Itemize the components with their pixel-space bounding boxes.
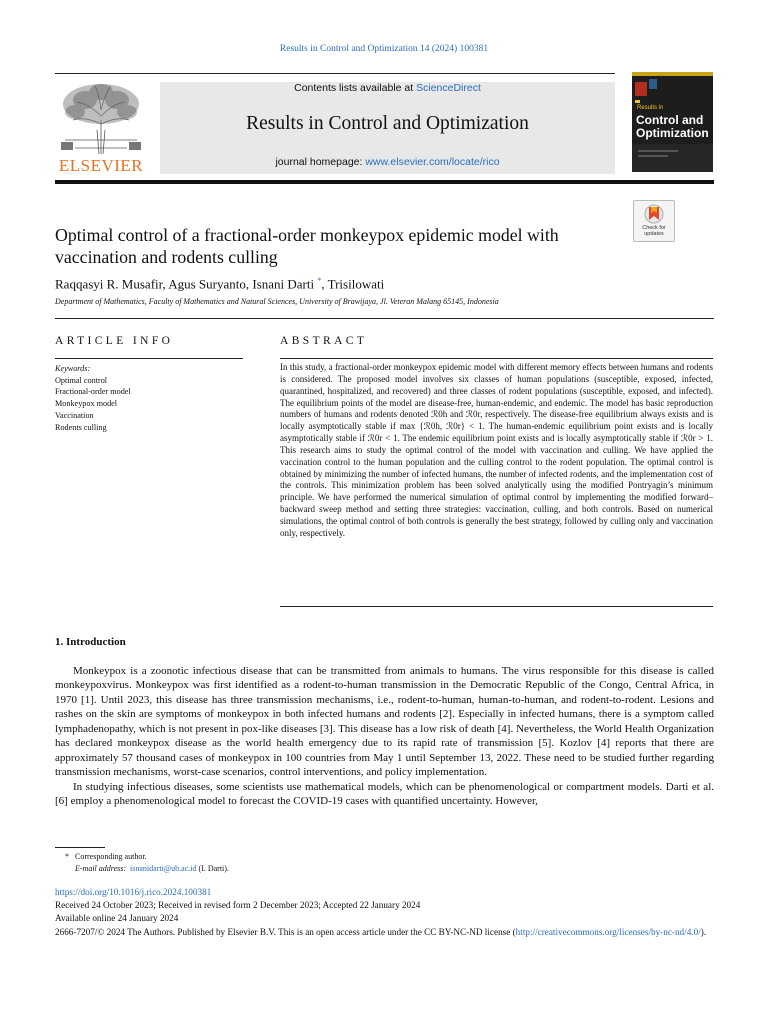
corresponding-author-mark[interactable]: * xyxy=(317,276,322,285)
cover-small-text: Results in xyxy=(637,105,664,111)
affiliation-rule xyxy=(55,318,714,319)
abstract-bottom-rule xyxy=(280,606,713,607)
license-end: ). xyxy=(700,926,707,937)
journal-homepage-line xyxy=(160,156,615,168)
footnote-email xyxy=(55,863,229,875)
keyword-item: Optimal control xyxy=(55,375,108,385)
footnote-rule xyxy=(55,847,105,848)
abstract-rule xyxy=(280,358,713,359)
email-label: E-mail address: xyxy=(75,864,127,873)
journal-name: Results in Control and Optimization xyxy=(246,113,529,134)
cover-title-line-1: Control and xyxy=(636,113,704,127)
journal-citation[interactable]: Results in Control and Optimization 14 (2024) 100381 xyxy=(279,44,489,54)
authors-first: Raqqasyi R. Musafir, Agus Suryanto, Isnani Darti xyxy=(55,276,318,292)
footnote-mark: * xyxy=(65,852,69,861)
corresponding-label: Corresponding author. xyxy=(75,852,147,861)
header-top-rule xyxy=(55,73,615,74)
sciencedirect-link[interactable]: ScienceDirect xyxy=(416,82,481,94)
keyword-item: Rodents culling xyxy=(55,422,107,432)
intro-paragraph: Monkeypox is a zoonotic infectious disease that can be transmitted from animals to humans. The virus responsible for this disease is called monkeypoxvirus. Monkeypox was first identified as a rodent-to-human transmission in the Democratic Republic of the Congo, Central Africa, in 1970 [1]. Until 2023, this disease has three transmission mechanisms, i.e., rodent-to-human, human-to-human, and rodent-to-rodent. Lesions and rashes on the skin are symptoms of monkeypox in both infected humans and rodents [2]. Especially in infected humans, there is a symptom called lymphadenopathy, which is not present in pox-like diseases [3]. This disease has a low risk of death [4]. Nevertheless, the World Health Organization has declared monkeypox disease as the world health emergency due to its rapid rate of transmission [5]. Kozlov [4] reports that there are approximately 57 thousand cases of monkeypox in 100 countries from May 1 until September 13, 2022. These need to be studied further regarding transmission mechanisms, worst-case scenarios, control interventions, and policy implementation. xyxy=(55,665,714,779)
article-info-rule xyxy=(55,358,243,359)
received-dates: Received 24 October 2023; Received in revised form 2 December 2023; Accepted 22 January 2024 xyxy=(55,900,421,911)
journal-cover-thumbnail[interactable] xyxy=(632,72,713,172)
abstract-text: In this study, a fractional-order monkeypox epidemic model with different memory effects between humans and rodents is considered. The proposed model involves six classes of human populations (susceptible, exposed, infected, quarantined, hospitalized, and recovered) and three classes of rodent populations (susceptible, exposed, and infected). The equilibrium points of the model are disease-free, human-endemic, and endemic. The model has basic reproduction numbers of humans and rodents denoted ℛ0h and ℛ0r, respectively. The disease-free equilibrium always exists and is locally asymptotically stable if max {ℛ0h, ℛ0r} < 1. The human-endemic equilibrium point exists and is locally asymptotically stable if ℛ0r < 1. The endemic equilibrium point exists and is locally asymptotically stable if ℛ0r > 1. This research aims to study the optimal control of the model with vaccination and culling. We have applied the vaccination control to the human population and the culling control to the rodent population. The optimal control is obtained by minimizing the number of infected humans, the number of infected rodents, and the implementation cost of the controls. This minimization problem has been solved analytically using the modified Pontryagin’s minimum principle. We have performed the numerical simulation of optimal control by implementing the modified forward–backward sweep method and setting three strategies: vaccination, culling, and both controls. Based on numerical simulations, the optimal control of both controls is generally the best strategy, followed by culling only and vaccination only, respectively. xyxy=(280,362,713,538)
affiliation: Department of Mathematics, Faculty of Mathematics and Natural Sciences, University of Brawijaya, Jl. Veteran Malang 65145, Indonesia xyxy=(55,297,499,306)
journal-header-box xyxy=(160,82,615,174)
keyword-item: Fractional-order model xyxy=(55,387,131,397)
keyword-item: Monkeypox model xyxy=(55,399,118,409)
elsevier-wordmark: ELSEVIER xyxy=(58,156,144,175)
introduction-heading: 1. Introduction xyxy=(55,636,126,648)
available-online: Available online 24 January 2024 xyxy=(55,913,179,924)
bookmark-icon xyxy=(634,201,674,225)
doi-link[interactable]: https://doi.org/10.1016/j.rico.2024.100381 xyxy=(55,887,212,897)
authors-last: , Trisilowati xyxy=(321,276,385,292)
abstract-heading: ABSTRACT xyxy=(280,335,368,347)
email-suffix: (I. Darti). xyxy=(196,864,229,873)
header-thick-rule xyxy=(55,180,714,184)
paper-title: Optimal control of a fractional-order monkeypox epidemic model with vaccination and rodents culling xyxy=(55,225,559,267)
keyword-item: Vaccination xyxy=(55,410,94,420)
elsevier-tree-icon xyxy=(55,80,147,156)
article-info-heading: ARTICLE INFO xyxy=(55,335,174,347)
keywords-label: Keywords: xyxy=(55,364,91,373)
elsevier-logo[interactable] xyxy=(55,80,150,175)
check-for-updates-badge[interactable] xyxy=(633,200,675,242)
email-link[interactable]: isnanidarti@ub.ac.id xyxy=(130,864,197,873)
footnote xyxy=(55,851,229,875)
license-link[interactable]: http://creativecommons.org/licenses/by-nc-nd/4.0/ xyxy=(515,926,701,937)
contents-prefix: Contents lists available at xyxy=(294,82,417,94)
publication-info xyxy=(55,886,714,939)
cover-title-line-2: Optimization xyxy=(636,126,709,140)
check-for-updates-label: Check for updates xyxy=(642,225,666,237)
introduction-body xyxy=(55,664,714,809)
author-list xyxy=(55,276,384,292)
cover-title xyxy=(636,114,709,140)
footnote-corresponding xyxy=(55,851,229,863)
license-statement xyxy=(55,926,714,939)
keywords-block xyxy=(55,363,131,433)
journal-homepage-link[interactable]: www.elsevier.com/locate/rico xyxy=(365,156,500,168)
license-text: 2666-7207/© 2024 The Authors. Published by Elsevier B.V. This is an open access article under the CC BY-NC-ND license ( xyxy=(55,926,516,937)
contents-availability-line xyxy=(160,82,615,94)
intro-paragraph: In studying infectious diseases, some scientists use mathematical models, which can be phenomenological or compartment models. Darti et al. [6] employ a phenomenological model to forecast the COVID-19 cases with quantified uncertainty. However, xyxy=(55,780,714,808)
homepage-prefix: journal homepage: xyxy=(275,156,366,168)
